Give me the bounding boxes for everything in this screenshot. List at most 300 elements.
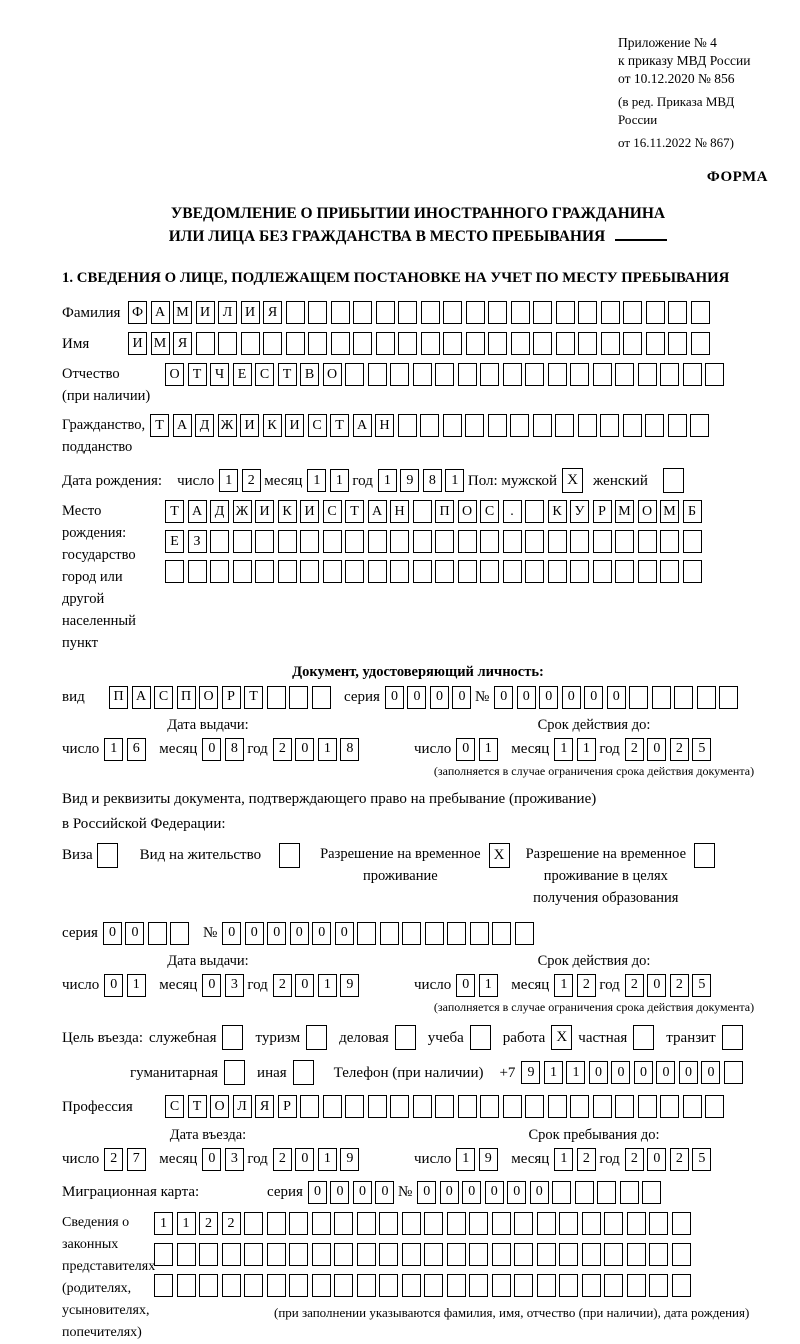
char-box[interactable]: [604, 1212, 623, 1235]
char-box[interactable]: Л: [233, 1095, 252, 1118]
char-box[interactable]: [308, 332, 327, 355]
char-box[interactable]: [267, 686, 286, 709]
char-box[interactable]: [552, 1181, 571, 1204]
char-box[interactable]: [492, 1274, 511, 1297]
char-box[interactable]: Т: [330, 414, 349, 437]
char-box[interactable]: [514, 1212, 533, 1235]
char-box[interactable]: 1: [104, 738, 123, 761]
char-box[interactable]: [289, 1274, 308, 1297]
char-box[interactable]: [724, 1061, 743, 1084]
char-box[interactable]: 7: [127, 1148, 146, 1171]
char-box[interactable]: [447, 1274, 466, 1297]
char-box[interactable]: К: [278, 500, 297, 523]
char-box[interactable]: И: [196, 301, 215, 324]
char-box[interactable]: 0: [222, 922, 241, 945]
char-box[interactable]: [357, 1274, 376, 1297]
char-box[interactable]: [413, 530, 432, 553]
char-box[interactable]: 0: [656, 1061, 675, 1084]
char-box[interactable]: 0: [634, 1061, 653, 1084]
purpose-official-checkbox[interactable]: [222, 1025, 243, 1050]
char-box[interactable]: [660, 560, 679, 583]
char-box[interactable]: И: [240, 414, 259, 437]
char-box[interactable]: [503, 1095, 522, 1118]
char-box[interactable]: Т: [150, 414, 169, 437]
char-box[interactable]: М: [173, 301, 192, 324]
char-box[interactable]: 3: [225, 1148, 244, 1171]
char-box[interactable]: [604, 1243, 623, 1266]
char-box[interactable]: 0: [494, 686, 513, 709]
char-box[interactable]: [424, 1212, 443, 1235]
char-box[interactable]: [575, 1181, 594, 1204]
char-box[interactable]: [458, 530, 477, 553]
char-box[interactable]: С: [323, 500, 342, 523]
char-box[interactable]: [503, 363, 522, 386]
char-box[interactable]: 0: [295, 1148, 314, 1171]
char-box[interactable]: [660, 363, 679, 386]
char-box[interactable]: [623, 301, 642, 324]
char-box[interactable]: [556, 332, 575, 355]
char-box[interactable]: [570, 530, 589, 553]
char-box[interactable]: [255, 560, 274, 583]
char-box[interactable]: 0: [485, 1181, 504, 1204]
char-box[interactable]: 1: [445, 469, 464, 492]
char-box[interactable]: [705, 1095, 724, 1118]
char-box[interactable]: 1: [330, 469, 349, 492]
char-box[interactable]: [379, 1243, 398, 1266]
char-box[interactable]: [623, 414, 642, 437]
char-box[interactable]: А: [173, 414, 192, 437]
char-box[interactable]: [312, 1212, 331, 1235]
char-box[interactable]: [623, 332, 642, 355]
char-box[interactable]: П: [435, 500, 454, 523]
char-box[interactable]: [683, 1095, 702, 1118]
char-box[interactable]: М: [660, 500, 679, 523]
char-box[interactable]: О: [199, 686, 218, 709]
char-box[interactable]: [555, 414, 574, 437]
purpose-other-checkbox[interactable]: [293, 1060, 314, 1085]
char-box[interactable]: 2: [242, 469, 261, 492]
char-box[interactable]: [443, 414, 462, 437]
char-box[interactable]: [323, 530, 342, 553]
char-box[interactable]: 0: [312, 922, 331, 945]
char-box[interactable]: [447, 1243, 466, 1266]
char-box[interactable]: [683, 530, 702, 553]
char-box[interactable]: [376, 332, 395, 355]
char-box[interactable]: [537, 1212, 556, 1235]
char-box[interactable]: [413, 500, 432, 523]
char-box[interactable]: Н: [390, 500, 409, 523]
char-box[interactable]: 3: [225, 974, 244, 997]
char-box[interactable]: [267, 1243, 286, 1266]
char-box[interactable]: [620, 1181, 639, 1204]
char-box[interactable]: [649, 1243, 668, 1266]
char-box[interactable]: [525, 363, 544, 386]
char-box[interactable]: [312, 1274, 331, 1297]
char-box[interactable]: 0: [584, 686, 603, 709]
char-box[interactable]: Т: [188, 363, 207, 386]
char-box[interactable]: [334, 1243, 353, 1266]
char-box[interactable]: 0: [290, 922, 309, 945]
char-box[interactable]: [435, 530, 454, 553]
char-box[interactable]: О: [210, 1095, 229, 1118]
char-box[interactable]: [267, 1274, 286, 1297]
char-box[interactable]: [480, 560, 499, 583]
char-box[interactable]: [503, 560, 522, 583]
char-box[interactable]: О: [458, 500, 477, 523]
char-box[interactable]: 0: [679, 1061, 698, 1084]
char-box[interactable]: [615, 1095, 634, 1118]
char-box[interactable]: [390, 530, 409, 553]
char-box[interactable]: 1: [554, 1148, 573, 1171]
char-box[interactable]: 1: [318, 738, 337, 761]
char-box[interactable]: 0: [375, 1181, 394, 1204]
char-box[interactable]: 0: [452, 686, 471, 709]
visa-checkbox[interactable]: [97, 843, 118, 868]
char-box[interactable]: [357, 1243, 376, 1266]
char-box[interactable]: [525, 530, 544, 553]
char-box[interactable]: [286, 301, 305, 324]
char-box[interactable]: А: [132, 686, 151, 709]
char-box[interactable]: [379, 1274, 398, 1297]
char-box[interactable]: [154, 1243, 173, 1266]
char-box[interactable]: 0: [385, 686, 404, 709]
purpose-private-checkbox[interactable]: [633, 1025, 654, 1050]
char-box[interactable]: [368, 560, 387, 583]
char-box[interactable]: [627, 1243, 646, 1266]
sex-female-checkbox[interactable]: [663, 468, 684, 493]
char-box[interactable]: [627, 1274, 646, 1297]
char-box[interactable]: Т: [345, 500, 364, 523]
char-box[interactable]: [379, 1212, 398, 1235]
char-box[interactable]: [196, 332, 215, 355]
char-box[interactable]: [244, 1243, 263, 1266]
char-box[interactable]: Ф: [128, 301, 147, 324]
char-box[interactable]: [357, 1212, 376, 1235]
char-box[interactable]: [289, 686, 308, 709]
char-box[interactable]: 0: [517, 686, 536, 709]
char-box[interactable]: [627, 1212, 646, 1235]
char-box[interactable]: [642, 1181, 661, 1204]
char-box[interactable]: [312, 1243, 331, 1266]
char-box[interactable]: [525, 1095, 544, 1118]
char-box[interactable]: 9: [521, 1061, 540, 1084]
char-box[interactable]: [244, 1274, 263, 1297]
char-box[interactable]: [398, 301, 417, 324]
char-box[interactable]: Л: [218, 301, 237, 324]
char-box[interactable]: О: [165, 363, 184, 386]
char-box[interactable]: 2: [670, 974, 689, 997]
char-box[interactable]: Я: [263, 301, 282, 324]
char-box[interactable]: [334, 1212, 353, 1235]
char-box[interactable]: О: [638, 500, 657, 523]
char-box[interactable]: 1: [566, 1061, 585, 1084]
char-box[interactable]: 0: [539, 686, 558, 709]
char-box[interactable]: [255, 530, 274, 553]
char-box[interactable]: 8: [340, 738, 359, 761]
char-box[interactable]: [601, 301, 620, 324]
char-box[interactable]: [218, 332, 237, 355]
char-box[interactable]: [458, 1095, 477, 1118]
char-box[interactable]: 0: [647, 738, 666, 761]
purpose-tourism-checkbox[interactable]: [306, 1025, 327, 1050]
char-box[interactable]: 2: [577, 1148, 596, 1171]
char-box[interactable]: [668, 332, 687, 355]
char-box[interactable]: 0: [308, 1181, 327, 1204]
char-box[interactable]: [570, 363, 589, 386]
char-box[interactable]: [222, 1274, 241, 1297]
char-box[interactable]: [683, 363, 702, 386]
char-box[interactable]: 0: [245, 922, 264, 945]
char-box[interactable]: [668, 301, 687, 324]
char-box[interactable]: В: [300, 363, 319, 386]
char-box[interactable]: 1: [219, 469, 238, 492]
char-box[interactable]: 1: [479, 974, 498, 997]
char-box[interactable]: [443, 301, 462, 324]
char-box[interactable]: Т: [244, 686, 263, 709]
char-box[interactable]: [470, 922, 489, 945]
char-box[interactable]: [233, 560, 252, 583]
char-box[interactable]: [466, 301, 485, 324]
char-box[interactable]: 1: [479, 738, 498, 761]
char-box[interactable]: 0: [295, 738, 314, 761]
char-box[interactable]: [241, 332, 260, 355]
char-box[interactable]: Н: [375, 414, 394, 437]
char-box[interactable]: 1: [456, 1148, 475, 1171]
char-box[interactable]: [390, 363, 409, 386]
char-box[interactable]: [503, 530, 522, 553]
char-box[interactable]: 0: [295, 974, 314, 997]
char-box[interactable]: [615, 363, 634, 386]
char-box[interactable]: 2: [273, 974, 292, 997]
char-box[interactable]: [593, 530, 612, 553]
char-box[interactable]: [488, 332, 507, 355]
char-box[interactable]: [435, 363, 454, 386]
char-box[interactable]: [165, 560, 184, 583]
char-box[interactable]: 2: [273, 1148, 292, 1171]
char-box[interactable]: 2: [670, 738, 689, 761]
char-box[interactable]: [199, 1274, 218, 1297]
char-box[interactable]: [289, 1212, 308, 1235]
char-box[interactable]: Р: [278, 1095, 297, 1118]
char-box[interactable]: [511, 332, 530, 355]
char-box[interactable]: [308, 301, 327, 324]
char-box[interactable]: 0: [701, 1061, 720, 1084]
char-box[interactable]: 0: [104, 974, 123, 997]
char-box[interactable]: [672, 1243, 691, 1266]
char-box[interactable]: [210, 560, 229, 583]
char-box[interactable]: [480, 530, 499, 553]
char-box[interactable]: [424, 1274, 443, 1297]
char-box[interactable]: П: [109, 686, 128, 709]
char-box[interactable]: [559, 1274, 578, 1297]
char-box[interactable]: 1: [577, 738, 596, 761]
sex-male-checkbox[interactable]: X: [562, 468, 583, 493]
char-box[interactable]: А: [353, 414, 372, 437]
char-box[interactable]: 9: [340, 974, 359, 997]
char-box[interactable]: Д: [195, 414, 214, 437]
char-box[interactable]: [548, 363, 567, 386]
char-box[interactable]: 8: [423, 469, 442, 492]
char-box[interactable]: 0: [456, 738, 475, 761]
char-box[interactable]: 1: [554, 974, 573, 997]
char-box[interactable]: [421, 332, 440, 355]
char-box[interactable]: [533, 332, 552, 355]
char-box[interactable]: 0: [462, 1181, 481, 1204]
char-box[interactable]: .: [503, 500, 522, 523]
char-box[interactable]: 0: [202, 974, 221, 997]
char-box[interactable]: Е: [233, 363, 252, 386]
char-box[interactable]: [278, 560, 297, 583]
char-box[interactable]: [420, 414, 439, 437]
char-box[interactable]: 2: [625, 738, 644, 761]
char-box[interactable]: [578, 332, 597, 355]
char-box[interactable]: [334, 1274, 353, 1297]
char-box[interactable]: [345, 363, 364, 386]
char-box[interactable]: [402, 1243, 421, 1266]
char-box[interactable]: И: [285, 414, 304, 437]
char-box[interactable]: [278, 530, 297, 553]
char-box[interactable]: [646, 301, 665, 324]
char-box[interactable]: 0: [440, 1181, 459, 1204]
residence-permit-checkbox[interactable]: [279, 843, 300, 868]
char-box[interactable]: Я: [255, 1095, 274, 1118]
char-box[interactable]: [649, 1274, 668, 1297]
char-box[interactable]: 1: [318, 974, 337, 997]
char-box[interactable]: 0: [335, 922, 354, 945]
purpose-business-checkbox[interactable]: [395, 1025, 416, 1050]
char-box[interactable]: [638, 560, 657, 583]
char-box[interactable]: 0: [607, 686, 626, 709]
char-box[interactable]: [615, 560, 634, 583]
char-box[interactable]: [300, 1095, 319, 1118]
char-box[interactable]: [458, 363, 477, 386]
char-box[interactable]: С: [308, 414, 327, 437]
char-box[interactable]: [300, 560, 319, 583]
char-box[interactable]: [148, 922, 167, 945]
char-box[interactable]: [691, 301, 710, 324]
char-box[interactable]: 0: [456, 974, 475, 997]
char-box[interactable]: А: [151, 301, 170, 324]
char-box[interactable]: Ж: [218, 414, 237, 437]
char-box[interactable]: [615, 530, 634, 553]
char-box[interactable]: 0: [330, 1181, 349, 1204]
char-box[interactable]: [629, 686, 648, 709]
purpose-humanitarian-checkbox[interactable]: [224, 1060, 245, 1085]
char-box[interactable]: [492, 1212, 511, 1235]
char-box[interactable]: [368, 530, 387, 553]
char-box[interactable]: [582, 1274, 601, 1297]
char-box[interactable]: 2: [104, 1148, 123, 1171]
char-box[interactable]: [548, 560, 567, 583]
purpose-study-checkbox[interactable]: [470, 1025, 491, 1050]
char-box[interactable]: 6: [127, 738, 146, 761]
char-box[interactable]: 0: [267, 922, 286, 945]
char-box[interactable]: [525, 500, 544, 523]
char-box[interactable]: [480, 363, 499, 386]
char-box[interactable]: [660, 1095, 679, 1118]
char-box[interactable]: [514, 1243, 533, 1266]
char-box[interactable]: С: [255, 363, 274, 386]
char-box[interactable]: [601, 332, 620, 355]
char-box[interactable]: 2: [625, 974, 644, 997]
char-box[interactable]: У: [570, 500, 589, 523]
char-box[interactable]: [638, 1095, 657, 1118]
char-box[interactable]: [525, 560, 544, 583]
char-box[interactable]: [402, 1212, 421, 1235]
char-box[interactable]: Т: [278, 363, 297, 386]
char-box[interactable]: [597, 1181, 616, 1204]
char-box[interactable]: 0: [407, 686, 426, 709]
char-box[interactable]: [570, 560, 589, 583]
char-box[interactable]: [177, 1243, 196, 1266]
char-box[interactable]: М: [615, 500, 634, 523]
char-box[interactable]: [312, 686, 331, 709]
char-box[interactable]: 0: [611, 1061, 630, 1084]
char-box[interactable]: [323, 560, 342, 583]
char-box[interactable]: [559, 1212, 578, 1235]
char-box[interactable]: [222, 1243, 241, 1266]
char-box[interactable]: [510, 414, 529, 437]
char-box[interactable]: [376, 301, 395, 324]
char-box[interactable]: [514, 1274, 533, 1297]
char-box[interactable]: [424, 1243, 443, 1266]
char-box[interactable]: [649, 1212, 668, 1235]
char-box[interactable]: 5: [692, 1148, 711, 1171]
char-box[interactable]: [578, 301, 597, 324]
char-box[interactable]: 1: [318, 1148, 337, 1171]
char-box[interactable]: И: [128, 332, 147, 355]
char-box[interactable]: [559, 1243, 578, 1266]
char-box[interactable]: [368, 1095, 387, 1118]
char-box[interactable]: Д: [210, 500, 229, 523]
purpose-transit-checkbox[interactable]: [722, 1025, 743, 1050]
char-box[interactable]: [652, 686, 671, 709]
char-box[interactable]: Т: [188, 1095, 207, 1118]
char-box[interactable]: [353, 332, 372, 355]
char-box[interactable]: 1: [378, 469, 397, 492]
char-box[interactable]: [300, 530, 319, 553]
char-box[interactable]: [267, 1212, 286, 1235]
char-box[interactable]: [593, 363, 612, 386]
char-box[interactable]: Р: [222, 686, 241, 709]
char-box[interactable]: [345, 530, 364, 553]
char-box[interactable]: [582, 1243, 601, 1266]
char-box[interactable]: С: [165, 1095, 184, 1118]
char-box[interactable]: Ж: [233, 500, 252, 523]
char-box[interactable]: И: [300, 500, 319, 523]
char-box[interactable]: 2: [199, 1212, 218, 1235]
char-box[interactable]: [345, 560, 364, 583]
char-box[interactable]: [593, 560, 612, 583]
char-box[interactable]: С: [480, 500, 499, 523]
char-box[interactable]: 0: [647, 974, 666, 997]
char-box[interactable]: Р: [593, 500, 612, 523]
char-box[interactable]: [556, 301, 575, 324]
char-box[interactable]: О: [323, 363, 342, 386]
char-box[interactable]: [390, 1095, 409, 1118]
char-box[interactable]: К: [548, 500, 567, 523]
char-box[interactable]: [425, 922, 444, 945]
char-box[interactable]: [646, 332, 665, 355]
char-box[interactable]: [353, 301, 372, 324]
char-box[interactable]: 0: [507, 1181, 526, 1204]
char-box[interactable]: [582, 1212, 601, 1235]
char-box[interactable]: 1: [544, 1061, 563, 1084]
char-box[interactable]: [380, 922, 399, 945]
char-box[interactable]: [402, 1274, 421, 1297]
char-box[interactable]: 1: [154, 1212, 173, 1235]
char-box[interactable]: [244, 1212, 263, 1235]
